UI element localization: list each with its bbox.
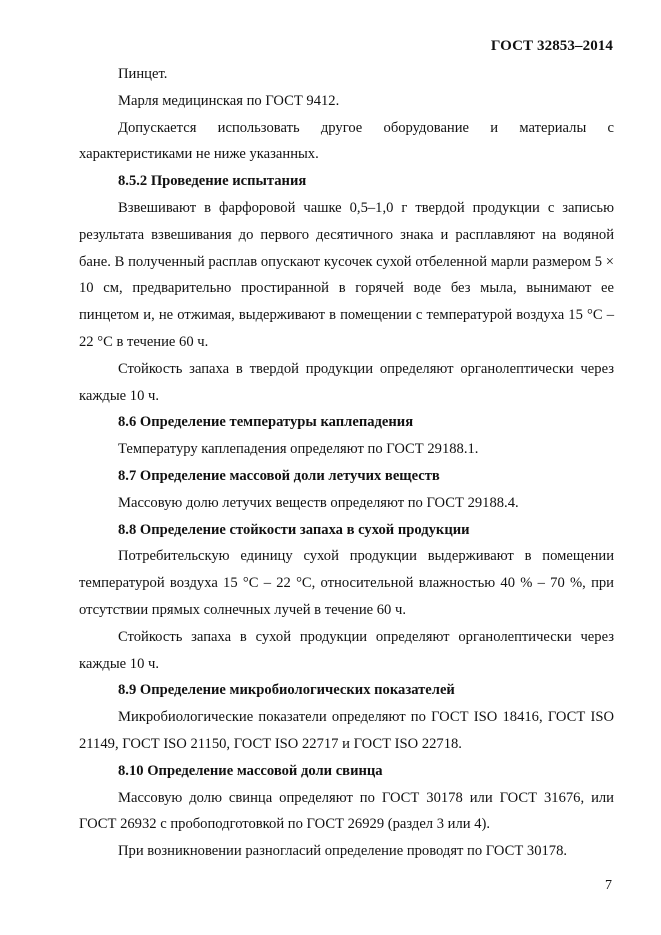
- paragraph: Допускается использовать другое оборудование и материалы с характеристиками не ниже указанных.: [79, 119, 614, 163]
- paragraph: Потребительскую единицу сухой продукции выдерживают в помещении температурой воздуха 15 °С – 22 °С, относительной влажностью 40 % – 70 %, при отсутствии прямых солнечных лучей в течение 60 ч.: [79, 548, 614, 618]
- section-heading-8-5-2: 8.5.2 Проведение испытания: [118, 173, 307, 190]
- paragraph: При возникновении разногласий определение проводят по ГОСТ 30178.: [118, 843, 568, 860]
- section-heading-8-10: 8.10 Определение массовой доли свинца: [118, 762, 383, 779]
- paragraph: Массовую долю летучих веществ определяют по ГОСТ 29188.4.: [118, 494, 519, 511]
- paragraph: Массовую долю свинца определяют по ГОСТ 30178 или ГОСТ 31676, или ГОСТ 26932 с пробоподготовкой по ГОСТ 26929 (раздел 3 или 4).: [79, 789, 614, 833]
- section-heading-8-8: 8.8 Определение стойкости запаха в сухой продукции: [118, 521, 470, 538]
- paragraph: Стойкость запаха в твердой продукции определяют органолептически через каждые 10 ч.: [79, 360, 614, 404]
- paragraph: Марля медицинская по ГОСТ 9412.: [118, 92, 340, 109]
- paragraph: Стойкость запаха в сухой продукции определяют органолептически через каждые 10 ч.: [79, 628, 614, 672]
- document-header: ГОСТ 32853–2014: [490, 38, 613, 54]
- section-heading-8-7: 8.7 Определение массовой доли летучих веществ: [118, 467, 440, 484]
- paragraph: Взвешивают в фарфоровой чашке 0,5–1,0 г твердой продукции с записью результата взвешивания до первого десятичного знака и расплавляют на водяной бане. В полученный расплав опускают кусочек сухой отбеленной марли размером 5 × 10 см, предварительно простиранной в горячей воде без мыла, вынимают ее пинцетом и, не отжимая, выдерживают в помещении с температурой воздуха 15 °С – 22 °С в течение 60 ч.: [79, 199, 614, 350]
- paragraph: Пинцет.: [118, 66, 168, 82]
- page-number: 7: [605, 878, 612, 893]
- section-heading-8-6: 8.6 Определение температуры каплепадения: [118, 414, 414, 431]
- document-body: [79, 61, 614, 865]
- paragraph: Температуру каплепадения определяют по ГОСТ 29188.1.: [118, 441, 479, 458]
- paragraph: Микробиологические показатели определяют по ГОСТ ISO 18416, ГОСТ ISO 21149, ГОСТ ISO 21150, ГОСТ ISO 22717 и ГОСТ ISO 22718.: [79, 709, 614, 752]
- section-heading-8-9: 8.9 Определение микробиологических показателей: [118, 682, 455, 699]
